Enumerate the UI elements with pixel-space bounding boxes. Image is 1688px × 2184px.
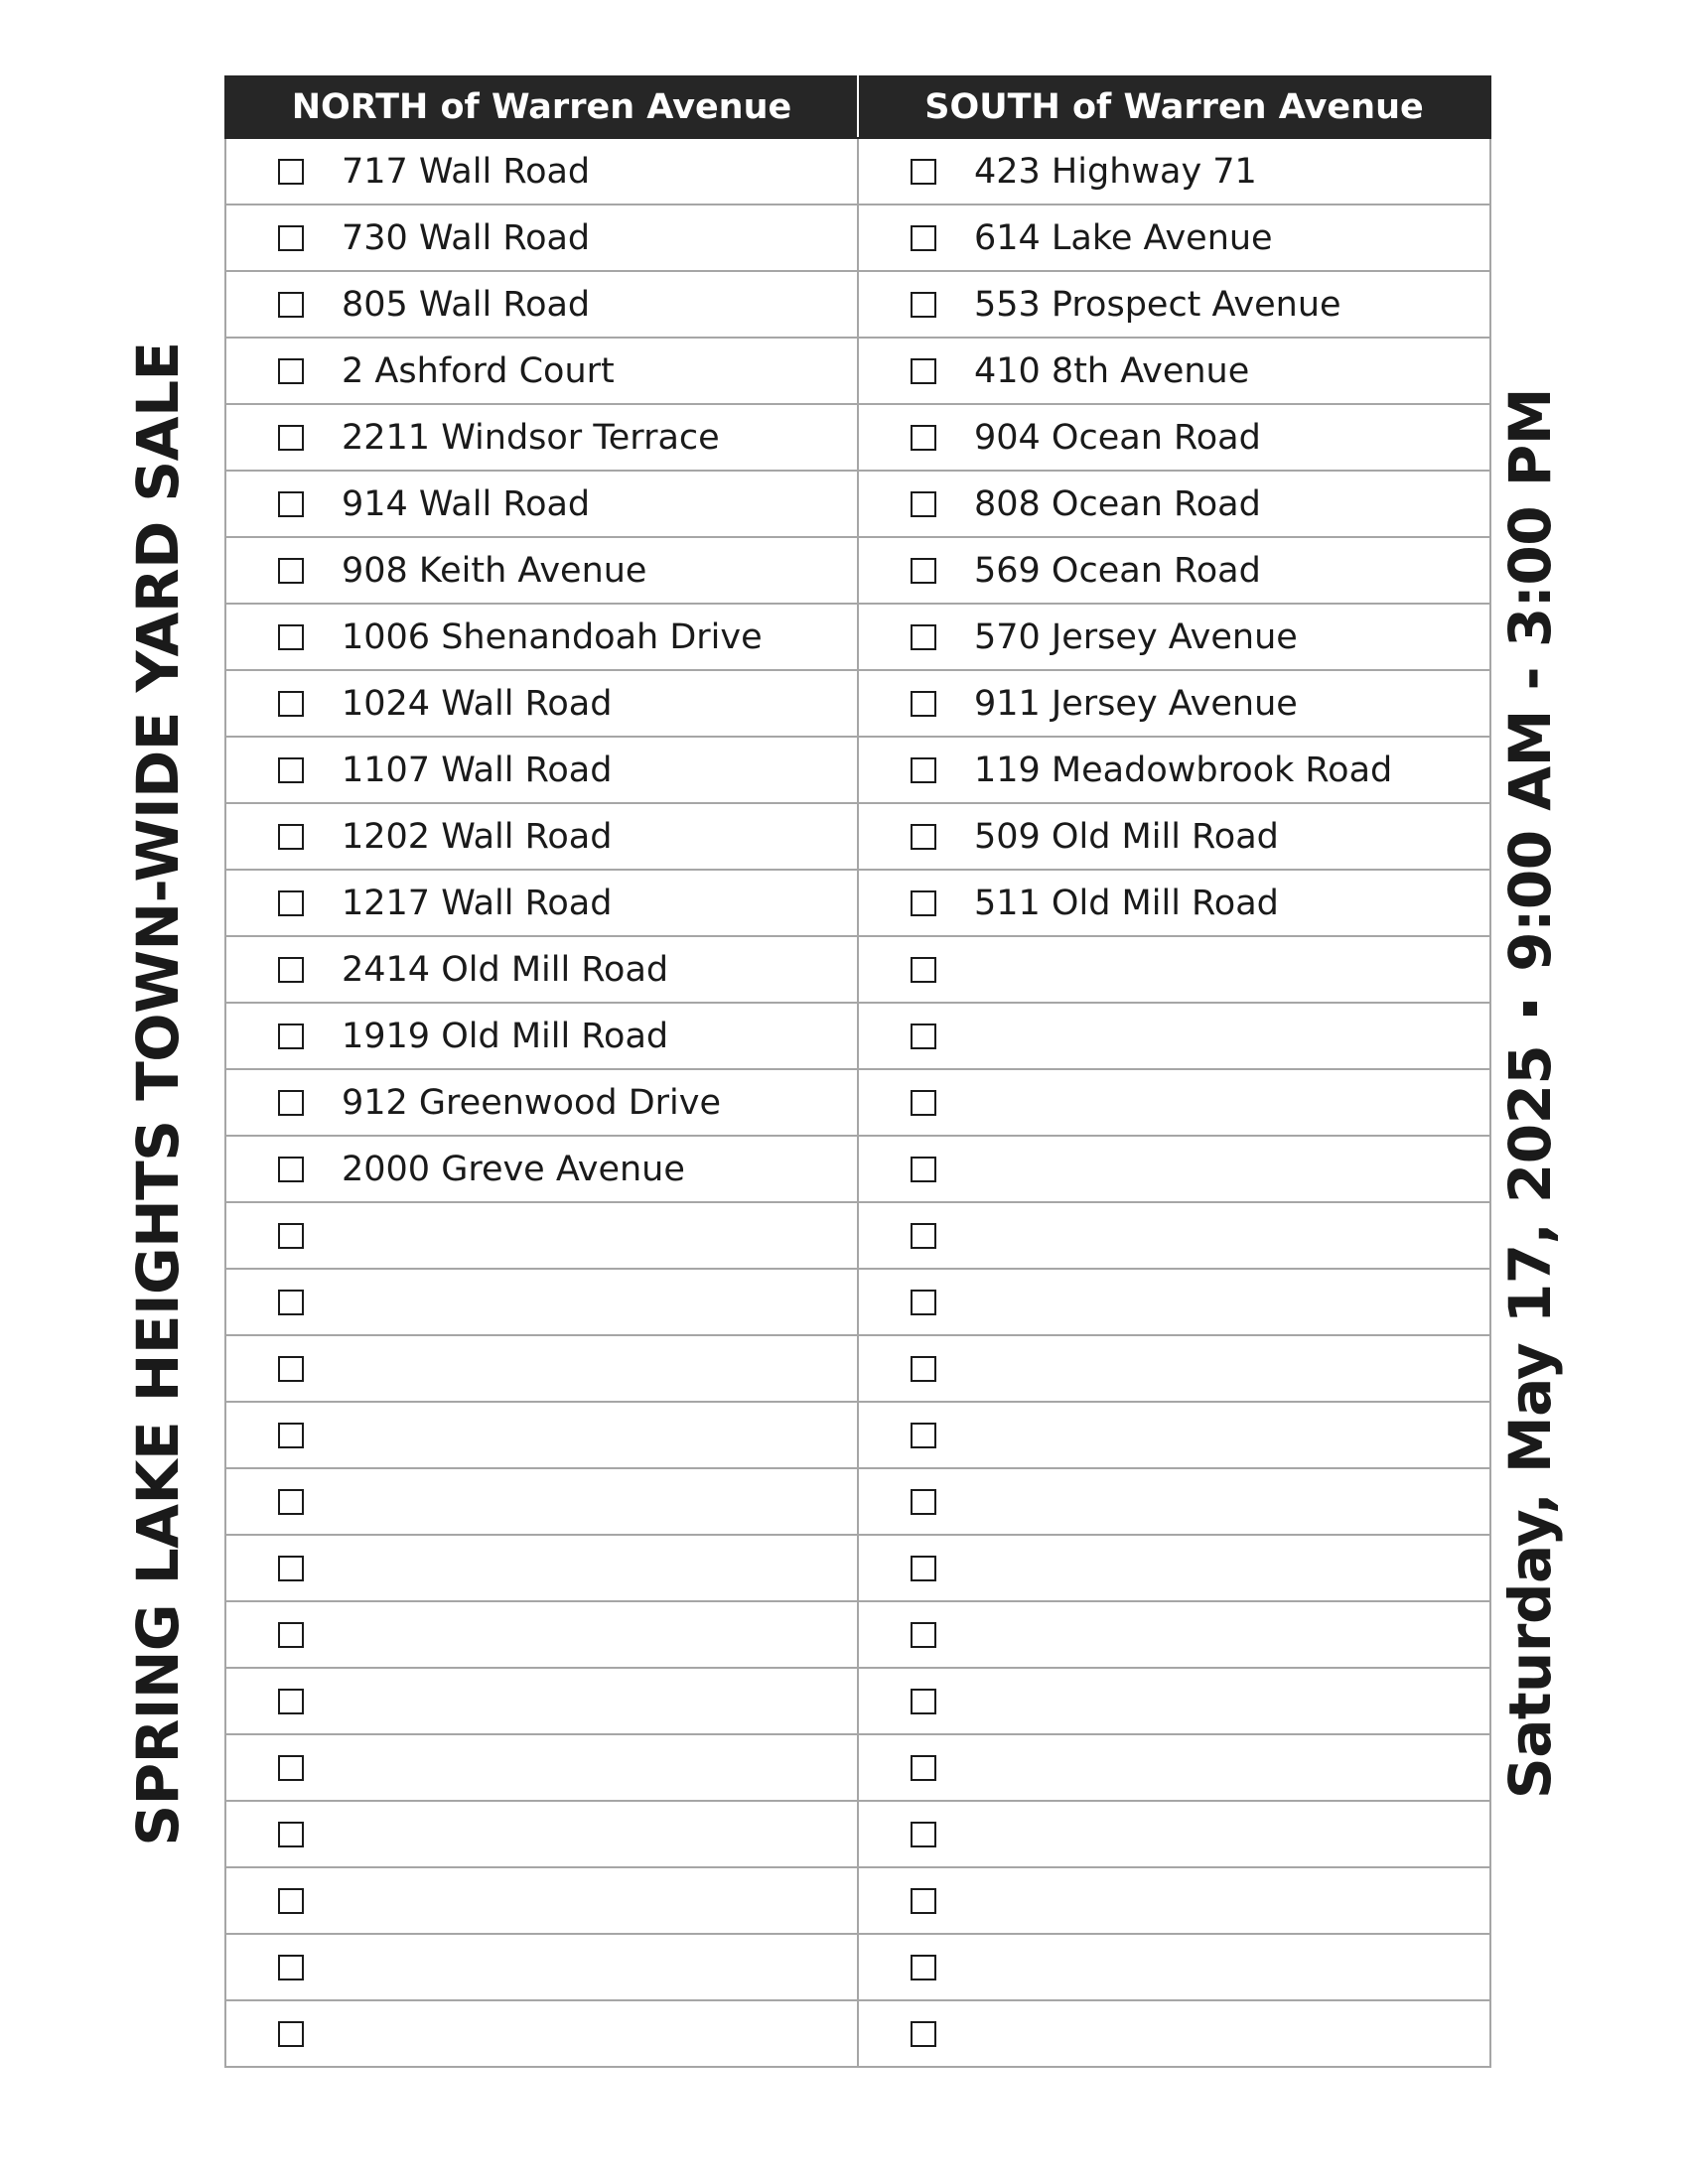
north-address-cell xyxy=(225,205,858,271)
table-row xyxy=(225,604,1490,670)
checkbox-icon[interactable] xyxy=(911,1157,936,1182)
north-address-label: 805 Wall Road xyxy=(342,284,591,325)
south-address-item xyxy=(859,1070,1489,1135)
south-address-cell xyxy=(858,1202,1490,1269)
checkbox-icon[interactable] xyxy=(911,624,936,650)
north-address-item xyxy=(226,1536,857,1600)
north-address-item xyxy=(226,1802,857,1866)
checkbox-icon[interactable] xyxy=(278,624,304,650)
north-address-cell xyxy=(225,870,858,936)
south-address-item xyxy=(859,405,1489,470)
south-column-header: SOUTH of Warren Avenue xyxy=(858,76,1490,138)
north-address-item xyxy=(226,1469,857,1534)
north-address-item xyxy=(226,1602,857,1667)
south-address-label: 509 Old Mill Road xyxy=(974,816,1279,857)
south-address-cell xyxy=(858,404,1490,471)
north-address-cell xyxy=(225,1535,858,1601)
south-address-label: 570 Jersey Avenue xyxy=(974,616,1298,657)
checkbox-icon[interactable] xyxy=(911,1024,936,1049)
north-address-item xyxy=(226,1137,857,1201)
south-address-cell xyxy=(858,1269,1490,1335)
south-address-cell xyxy=(858,737,1490,803)
checkbox-icon[interactable] xyxy=(278,1888,304,1914)
south-address-cell xyxy=(858,271,1490,338)
table-body xyxy=(225,138,1490,2067)
north-address-label: 1919 Old Mill Road xyxy=(342,1016,669,1056)
checkbox-icon[interactable] xyxy=(278,1090,304,1116)
table-row xyxy=(225,1867,1490,1934)
north-address-item xyxy=(226,605,857,669)
table-row xyxy=(225,471,1490,537)
checkbox-icon[interactable] xyxy=(911,225,936,251)
checkbox-icon[interactable] xyxy=(278,691,304,717)
table-row xyxy=(225,1934,1490,2000)
north-address-item xyxy=(226,139,857,204)
north-address-label: 2211 Windsor Terrace xyxy=(342,417,720,458)
checkbox-icon[interactable] xyxy=(911,1755,936,1781)
checkbox-icon[interactable] xyxy=(278,2021,304,2047)
event-datetime-inner xyxy=(1485,388,1575,1799)
checkbox-icon[interactable] xyxy=(278,1024,304,1049)
north-address-cell xyxy=(225,271,858,338)
south-address-cell xyxy=(858,1734,1490,1801)
checkbox-icon[interactable] xyxy=(911,1489,936,1515)
north-address-item xyxy=(226,538,857,603)
south-address-item xyxy=(859,472,1489,536)
north-address-cell xyxy=(225,1069,858,1136)
checkbox-icon[interactable] xyxy=(911,1822,936,1847)
south-address-label: 553 Prospect Avenue xyxy=(974,284,1341,325)
south-address-label: 808 Ocean Road xyxy=(974,483,1261,524)
checkbox-icon[interactable] xyxy=(278,890,304,916)
checkbox-icon[interactable] xyxy=(278,824,304,850)
north-address-item xyxy=(226,272,857,337)
north-address-item xyxy=(226,1868,857,1933)
north-address-label: 2414 Old Mill Road xyxy=(342,949,669,990)
south-address-item xyxy=(859,937,1489,1002)
south-address-item xyxy=(859,1403,1489,1467)
checkbox-icon[interactable] xyxy=(278,1157,304,1182)
north-address-label: 717 Wall Road xyxy=(342,151,591,192)
south-address-item xyxy=(859,1137,1489,1201)
south-address-label: 614 Lake Avenue xyxy=(974,217,1273,258)
north-address-cell xyxy=(225,737,858,803)
table-row xyxy=(225,737,1490,803)
checkbox-icon[interactable] xyxy=(278,757,304,783)
checkbox-icon[interactable] xyxy=(278,1356,304,1382)
south-address-item xyxy=(859,2001,1489,2066)
table-row xyxy=(225,1535,1490,1601)
south-address-item xyxy=(859,738,1489,802)
south-address-item xyxy=(859,1802,1489,1866)
event-datetime xyxy=(1485,340,1575,1848)
table-row xyxy=(225,1136,1490,1202)
south-address-cell xyxy=(858,537,1490,604)
checkbox-icon[interactable] xyxy=(911,1689,936,1714)
north-address-item xyxy=(226,1935,857,1999)
south-address-cell xyxy=(858,1535,1490,1601)
south-address-item xyxy=(859,1669,1489,1733)
south-address-cell xyxy=(858,1867,1490,1934)
north-address-item xyxy=(226,1270,857,1334)
south-address-item xyxy=(859,1868,1489,1933)
north-address-label: 2 Ashford Court xyxy=(342,350,615,391)
checkbox-icon[interactable] xyxy=(278,1622,304,1648)
south-address-cell xyxy=(858,604,1490,670)
south-address-item xyxy=(859,1735,1489,1800)
north-address-item xyxy=(226,671,857,736)
checkbox-icon[interactable] xyxy=(911,159,936,185)
north-address-item xyxy=(226,1004,857,1068)
checkbox-icon[interactable] xyxy=(911,1223,936,1249)
table-row xyxy=(225,2000,1490,2067)
south-address-cell xyxy=(858,1468,1490,1535)
table-row xyxy=(225,338,1490,404)
north-address-cell xyxy=(225,2000,858,2067)
north-address-item xyxy=(226,1735,857,1800)
north-address-item xyxy=(226,738,857,802)
south-address-item xyxy=(859,139,1489,204)
north-address-item xyxy=(226,1203,857,1268)
checkbox-icon[interactable] xyxy=(911,1290,936,1315)
checkbox-icon[interactable] xyxy=(911,358,936,384)
north-address-label: 2000 Greve Avenue xyxy=(342,1149,685,1189)
table-row xyxy=(225,404,1490,471)
checkbox-icon[interactable] xyxy=(911,890,936,916)
north-address-cell xyxy=(225,537,858,604)
checkbox-icon[interactable] xyxy=(278,1755,304,1781)
south-address-label: 904 Ocean Road xyxy=(974,417,1261,458)
checkbox-icon[interactable] xyxy=(278,558,304,584)
event-time: 9:00 AM - 3:00 PM xyxy=(1496,388,1564,973)
north-address-label: 1024 Wall Road xyxy=(342,683,613,724)
north-address-item xyxy=(226,1070,857,1135)
checkbox-icon[interactable] xyxy=(278,358,304,384)
south-address-item xyxy=(859,538,1489,603)
north-address-cell xyxy=(225,1668,858,1734)
north-address-label: 908 Keith Avenue xyxy=(342,550,647,591)
south-address-cell xyxy=(858,1668,1490,1734)
page-title-text: SPRING LAKE HEIGHTS TOWN-WIDE YARD SALE xyxy=(124,341,192,1846)
south-address-item xyxy=(859,804,1489,869)
checkbox-icon[interactable] xyxy=(911,1888,936,1914)
south-address-cell xyxy=(858,205,1490,271)
north-address-item xyxy=(226,205,857,270)
south-address-cell xyxy=(858,2000,1490,2067)
north-address-cell xyxy=(225,1601,858,1668)
south-address-label: 511 Old Mill Road xyxy=(974,883,1279,923)
table-row xyxy=(225,1202,1490,1269)
checkbox-icon[interactable] xyxy=(911,824,936,850)
north-address-cell xyxy=(225,670,858,737)
north-address-cell xyxy=(225,1468,858,1535)
south-address-label: 569 Ocean Road xyxy=(974,550,1261,591)
page-title xyxy=(113,340,203,1848)
north-address-label: 1107 Wall Road xyxy=(342,750,613,790)
south-address-cell xyxy=(858,1934,1490,2000)
checkbox-icon[interactable] xyxy=(278,1423,304,1448)
north-address-cell xyxy=(225,604,858,670)
table-row xyxy=(225,1801,1490,1867)
south-address-item xyxy=(859,671,1489,736)
checkbox-icon[interactable] xyxy=(278,1223,304,1249)
south-address-cell xyxy=(858,1601,1490,1668)
table-row xyxy=(225,205,1490,271)
south-address-item xyxy=(859,339,1489,403)
table-row xyxy=(225,936,1490,1003)
north-address-item xyxy=(226,1403,857,1467)
south-address-cell xyxy=(858,471,1490,537)
south-address-cell xyxy=(858,870,1490,936)
checkbox-icon[interactable] xyxy=(278,1489,304,1515)
north-address-cell xyxy=(225,803,858,870)
north-address-cell xyxy=(225,1269,858,1335)
south-address-cell xyxy=(858,138,1490,205)
north-address-label: 1202 Wall Road xyxy=(342,816,613,857)
north-address-cell xyxy=(225,936,858,1003)
south-address-cell xyxy=(858,1003,1490,1069)
south-address-cell xyxy=(858,1801,1490,1867)
south-address-item xyxy=(859,1270,1489,1334)
north-address-label: 730 Wall Road xyxy=(342,217,591,258)
checkbox-icon[interactable] xyxy=(911,1423,936,1448)
south-address-cell xyxy=(858,670,1490,737)
north-address-cell xyxy=(225,138,858,205)
south-address-item xyxy=(859,1004,1489,1068)
event-date: Saturday, May 17, 2025 xyxy=(1496,1045,1564,1800)
south-address-item xyxy=(859,205,1489,270)
table-row xyxy=(225,870,1490,936)
checkbox-icon[interactable] xyxy=(278,1290,304,1315)
south-address-item xyxy=(859,1536,1489,1600)
table-row xyxy=(225,670,1490,737)
north-address-cell xyxy=(225,1202,858,1269)
north-address-cell xyxy=(225,1136,858,1202)
south-address-item xyxy=(859,1203,1489,1268)
north-address-item xyxy=(226,871,857,935)
south-address-cell xyxy=(858,803,1490,870)
north-address-cell xyxy=(225,1867,858,1934)
checkbox-icon[interactable] xyxy=(911,292,936,318)
north-address-cell xyxy=(225,1335,858,1402)
checkbox-icon[interactable] xyxy=(911,1356,936,1382)
table-row xyxy=(225,537,1490,604)
north-address-cell xyxy=(225,1734,858,1801)
north-address-item xyxy=(226,2001,857,2066)
table-row xyxy=(225,1668,1490,1734)
checkbox-icon[interactable] xyxy=(911,558,936,584)
checkbox-icon[interactable] xyxy=(911,757,936,783)
table-row xyxy=(225,1734,1490,1801)
north-address-item xyxy=(226,1336,857,1401)
north-address-cell xyxy=(225,1003,858,1069)
checkbox-icon[interactable] xyxy=(911,1556,936,1581)
checkbox-icon[interactable] xyxy=(911,691,936,717)
table-row xyxy=(225,1601,1490,1668)
table-row xyxy=(225,1402,1490,1468)
north-address-item xyxy=(226,405,857,470)
table-row xyxy=(225,1468,1490,1535)
north-address-cell xyxy=(225,1402,858,1468)
south-address-label: 423 Highway 71 xyxy=(974,151,1257,192)
south-address-cell xyxy=(858,1069,1490,1136)
south-address-cell xyxy=(858,1335,1490,1402)
checkbox-icon[interactable] xyxy=(911,2021,936,2047)
north-address-item xyxy=(226,1669,857,1733)
south-address-label: 911 Jersey Avenue xyxy=(974,683,1298,724)
table-row xyxy=(225,803,1490,870)
south-address-item xyxy=(859,871,1489,935)
table-row xyxy=(225,1335,1490,1402)
north-address-cell xyxy=(225,471,858,537)
checkbox-icon[interactable] xyxy=(278,1822,304,1847)
table-row xyxy=(225,271,1490,338)
south-address-label: 119 Meadowbrook Road xyxy=(974,750,1393,790)
north-address-label: 914 Wall Road xyxy=(342,483,591,524)
checkbox-icon[interactable] xyxy=(911,1955,936,1980)
checkbox-icon[interactable] xyxy=(911,957,936,983)
checkbox-icon[interactable] xyxy=(278,225,304,251)
south-address-cell xyxy=(858,1402,1490,1468)
checkbox-icon[interactable] xyxy=(278,1556,304,1581)
north-address-cell xyxy=(225,404,858,471)
south-address-item xyxy=(859,605,1489,669)
south-address-item xyxy=(859,272,1489,337)
checkbox-icon[interactable] xyxy=(278,491,304,517)
checkbox-icon[interactable] xyxy=(911,425,936,451)
south-address-item xyxy=(859,1469,1489,1534)
south-address-label: 410 8th Avenue xyxy=(974,350,1250,391)
south-address-item xyxy=(859,1935,1489,1999)
north-address-item xyxy=(226,804,857,869)
north-address-label: 912 Greenwood Drive xyxy=(342,1082,722,1123)
north-column-header: NORTH of Warren Avenue xyxy=(225,76,858,138)
north-address-item xyxy=(226,937,857,1002)
south-address-item xyxy=(859,1336,1489,1401)
north-address-cell xyxy=(225,1801,858,1867)
checkbox-icon[interactable] xyxy=(278,159,304,185)
address-checklist-table xyxy=(224,75,1491,2068)
north-address-item xyxy=(226,339,857,403)
checkbox-icon[interactable] xyxy=(911,1622,936,1648)
south-address-item xyxy=(859,1602,1489,1667)
checkbox-icon[interactable] xyxy=(278,1955,304,1980)
table-row xyxy=(225,1269,1490,1335)
south-address-cell xyxy=(858,1136,1490,1202)
north-address-item xyxy=(226,472,857,536)
checkbox-icon[interactable] xyxy=(278,957,304,983)
north-address-cell xyxy=(225,1934,858,2000)
separator-square-icon xyxy=(1523,1002,1537,1016)
table-row xyxy=(225,138,1490,205)
north-address-label: 1006 Shenandoah Drive xyxy=(342,616,763,657)
table-row xyxy=(225,1069,1490,1136)
table-header-row xyxy=(225,76,1490,138)
table-row xyxy=(225,1003,1490,1069)
checkbox-icon[interactable] xyxy=(911,1090,936,1116)
checkbox-icon[interactable] xyxy=(278,1689,304,1714)
north-address-label: 1217 Wall Road xyxy=(342,883,613,923)
south-address-cell xyxy=(858,936,1490,1003)
north-address-cell xyxy=(225,338,858,404)
checkbox-icon[interactable] xyxy=(911,491,936,517)
south-address-cell xyxy=(858,338,1490,404)
checkbox-icon[interactable] xyxy=(278,292,304,318)
checkbox-icon[interactable] xyxy=(278,425,304,451)
